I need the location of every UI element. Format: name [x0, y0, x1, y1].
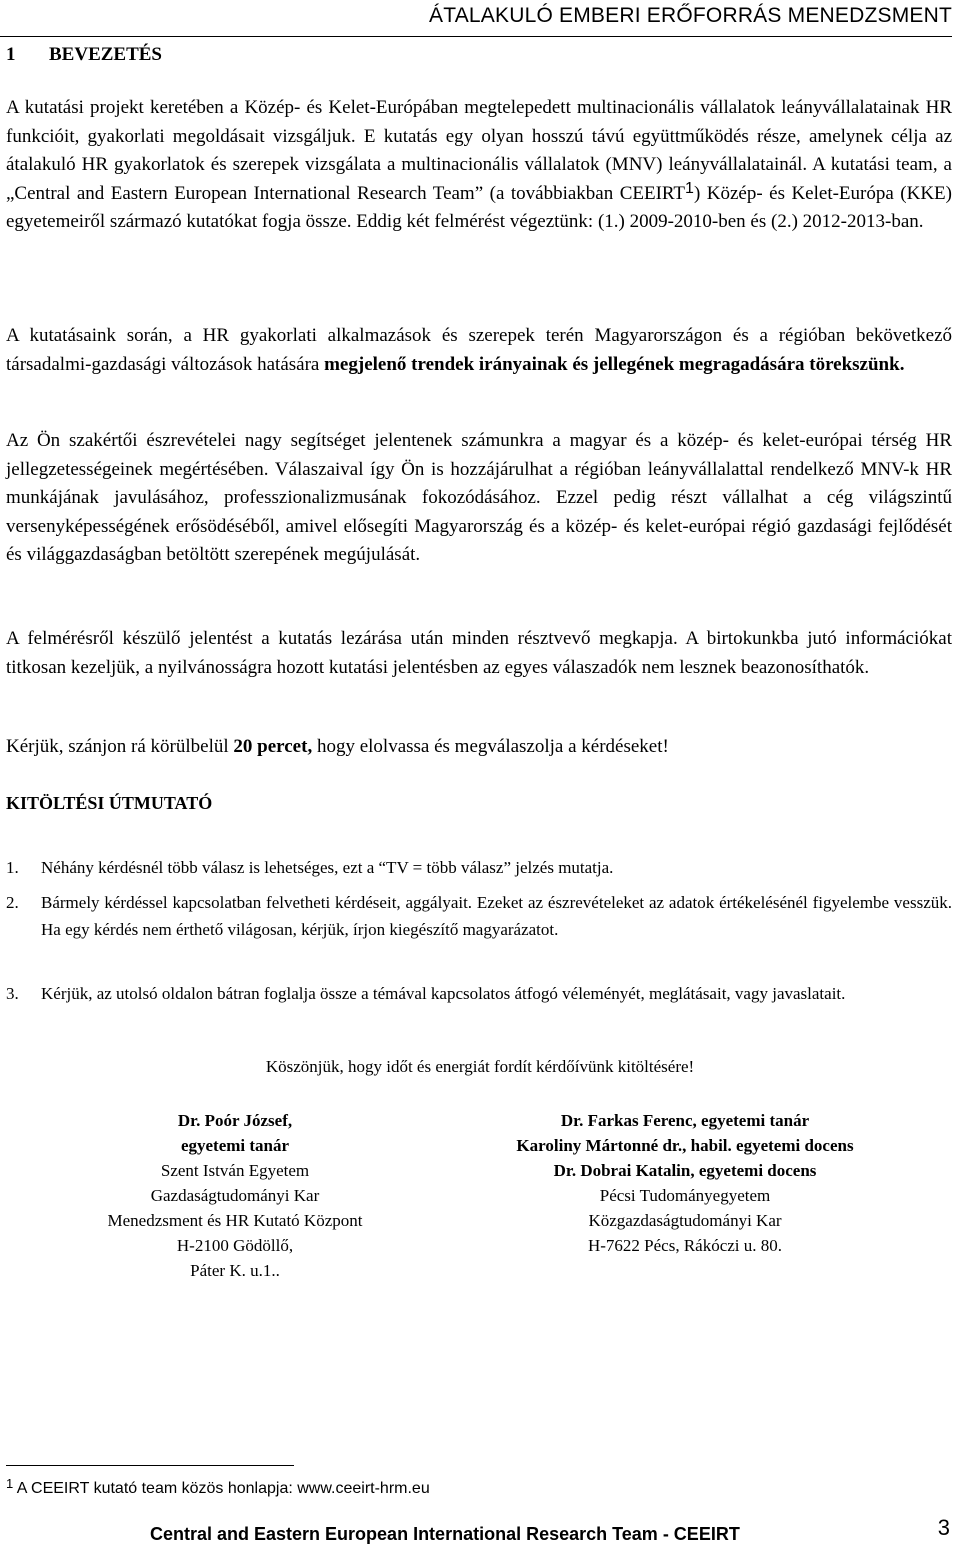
intro-p2-text: A kutatásaink során, a HR gyakorlati alkalmazások és szerepek terén Magyarországon és a régióban bekövetkező társadalmi-gazdasági változások hatására	[6, 325, 952, 375]
intro-p1-text-a: A kutatási projekt keretében a Közép- és Kelet-Európában megtelepedett multinacionális vállalatok leányvállalatainak HR funkcióit, gyakorlati megoldásait vizsgáljuk. E kutatás egy olyan hosszú távú együttműködés része, amelynek célja az átalakuló HR gyakorlatok és szerepek vizsgálata a multinacionális vállalatok (MNV) leányvállalatainál. A kutatási team, a „Central and Eastern European International Research Team” (a továbbiakban CEEIRT	[6, 97, 952, 204]
footnote-text: A CEEIRT kutató team közös honlapja: www.ceeirt-hrm.eu	[13, 1480, 430, 1497]
intro-p5-text-b: hogy elolvassa és megválaszolja a kérdéseket!	[312, 736, 669, 757]
header-rule	[0, 36, 952, 37]
postal-city: H-2100 Gödöllő,	[176, 1236, 294, 1255]
postal-address: H-7622 Pécs, Rákóczi u. 80.	[587, 1236, 783, 1255]
right-signature-block	[470, 1108, 900, 1258]
page-footer: Central and Eastern European International Research Team - CEEIRT	[150, 1524, 740, 1544]
footnote	[6, 1476, 430, 1498]
instructions-title: KITÖLTÉSI ÚTMUTATÓ	[6, 793, 213, 813]
instruction-text: Kérjük, az utolsó oldalon bátran foglalja össze a témával kapcsolatos átfogó véleményét, meglátásait, vagy javaslatait.	[41, 984, 846, 1003]
intro-p2-emphasis: megjelenő trendek irányainak és jellegének megragadására törekszünk.	[324, 353, 905, 375]
intro-paragraph-4: A felmérésről készülő jelentést a kutatás lezárása után minden résztvevő megkapja. A birtokunkba jutó információkat titkosan kezeljük, a nyilvánosságra hozott kutatási jelentésben az egyes válaszadók nem lesznek beazonosíthatók.	[6, 628, 952, 678]
intro-paragraph-2	[6, 322, 952, 379]
footnote-marker: 1	[6, 1476, 14, 1491]
instruction-number: 3.	[6, 984, 19, 1003]
research-center: Menedzsment és HR Kutató Központ	[107, 1211, 363, 1230]
page-number: 3	[937, 1515, 950, 1540]
instruction-item	[6, 980, 952, 1007]
instruction-number: 1.	[6, 858, 19, 877]
section-heading	[6, 44, 162, 66]
intro-paragraph-1	[6, 94, 952, 237]
instruction-text: Bármely kérdéssel kapcsolatban felvetheti kérdéseit, aggályait. Ezeket az észrevételeket az adatok értékelésénél figyelembe vesszük. Ha egy kérdés nem érthető világosan, kérjük, írjon kiegészítő magyarázatot.	[41, 893, 952, 939]
intro-p1-text-b: ) Közép- és Kelet-Európa (KKE) egyetemeiről származó kutatókat fogja össze. Eddig két felmérést végeztünk: (1.) 2009-2010-ben és (2.) 2012-2013-ban.	[6, 182, 952, 232]
footnote-reference: 1	[685, 179, 694, 197]
intro-p5-text-a: Kérjük, szánjon rá körülbelül	[6, 736, 234, 757]
section-title: BEVEZETÉS	[49, 44, 162, 65]
instruction-text: Néhány kérdésnél több válasz is lehetséges, ezt a “TV = több válasz” jelzés mutatja.	[41, 858, 614, 877]
faculty: Közgazdaságtudományi Kar	[588, 1211, 782, 1230]
author-name: Dr. Farkas Ferenc, egyetemi tanár	[560, 1111, 810, 1130]
left-signature-block	[60, 1108, 410, 1283]
instruction-number: 2.	[6, 893, 19, 912]
instruction-item	[6, 889, 952, 943]
intro-paragraph-5	[6, 733, 952, 762]
faculty: Gazdaságtudományi Kar	[150, 1186, 320, 1205]
footnote-rule	[6, 1465, 294, 1466]
author-name: Karoliny Mártonné dr., habil. egyetemi docens	[516, 1136, 854, 1155]
author-name: Dr. Dobrai Katalin, egyetemi docens	[553, 1161, 817, 1180]
thanks-note: Köszönjük, hogy időt és energiát fordít kérdőívünk kitöltésére!	[265, 1057, 695, 1076]
street-address: Páter K. u.1..	[190, 1261, 280, 1280]
institution: Szent István Egyetem	[160, 1161, 310, 1180]
author-name: Dr. Poór József,	[177, 1111, 293, 1130]
intro-p5-emphasis: 20 percet,	[233, 736, 313, 757]
institution: Pécsi Tudományegyetem	[599, 1186, 771, 1205]
section-number: 1	[6, 44, 16, 65]
running-header: ÁTALAKULÓ EMBERI ERŐFORRÁS MENEDZSMENT	[429, 4, 952, 27]
instruction-item	[6, 854, 952, 881]
intro-paragraph-3: Az Ön szakértői észrevételei nagy segítséget jelentenek számunkra a magyar és a közép- és kelet-európai térség HR jellegzetességeinek megértésében. Válaszaival így Ön is hozzájárulhat a régióban leányvállalattal rendelkező MNV-k HR munkájának javulásához, professzionalizmusának fokozódásához. Ezzel pedig részt vállalhat a cég világszintű versenyképességének erősödéséből, amivel elősegíti Magyarország és a közép- és kelet-európai régió gazdasági fejlődését és világgazdaságban betöltött szerepének megújulását.	[6, 430, 952, 565]
author-title: egyetemi tanár	[180, 1136, 290, 1155]
